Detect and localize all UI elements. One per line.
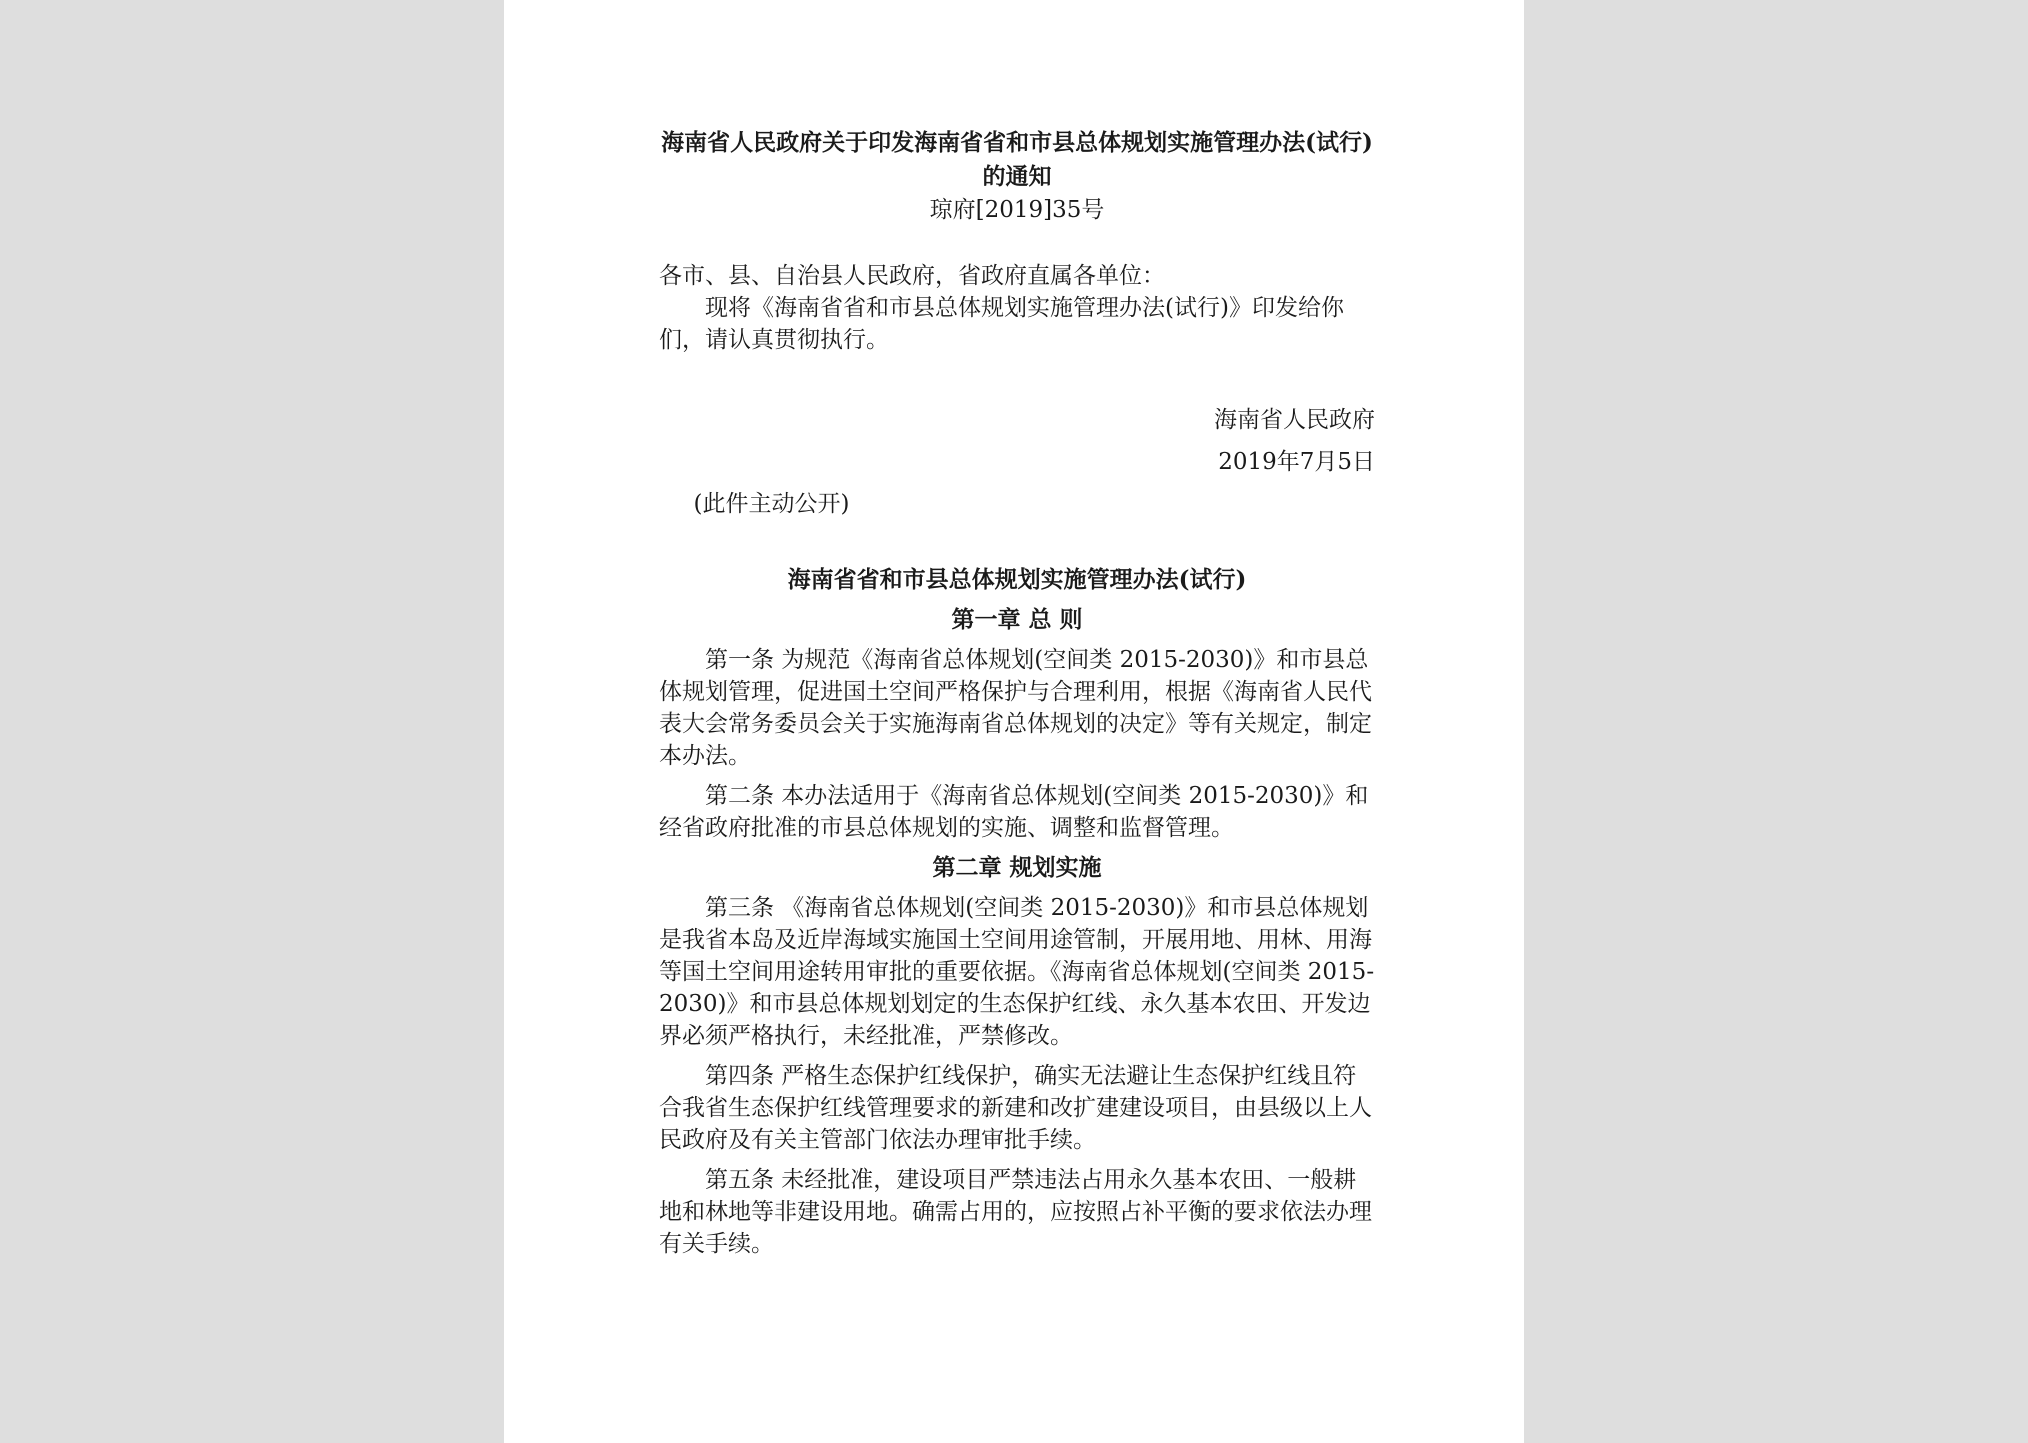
chapter-heading: 第二章 规划实施 <box>932 854 1102 881</box>
recipient-line: 各市、县、自治县人民政府，省政府直属各单位： <box>659 263 1165 289</box>
article-5: 第五条 未经批准，建设项目严禁违法占用永久基本农田、一般耕地和林地等非建设用地。确需占用的，应按照占补平衡的要求依法办理有关手续。 <box>659 1167 1372 1257</box>
notice-body: 现将《海南省省和市县总体规划实施管理办法(试行)》印发给你们，请认真贯彻执行。 <box>659 295 1344 353</box>
chapter-heading: 第一章 总 则 <box>951 606 1083 633</box>
disclosure-note: (此件主动公开) <box>693 491 850 517</box>
measures-title: 海南省省和市县总体规划实施管理办法(试行) <box>787 566 1247 593</box>
signature-date: 2019年7月5日 <box>1218 449 1375 475</box>
signature-organization: 海南省人民政府 <box>1214 407 1375 433</box>
notice-title: 海南省人民政府关于印发海南省省和市县总体规划实施管理办法(试行)的通知 <box>661 129 1373 190</box>
document-content <box>659 126 1375 1260</box>
document-page <box>504 0 1524 1443</box>
article-4: 第四条 严格生态保护红线保护，确实无法避让生态保护红线且符合我省生态保护红线管理要求的新建和改扩建建设项目，由县级以上人民政府及有关主管部门依法办理审批手续。 <box>659 1063 1372 1153</box>
article-2: 第二条 本办法适用于《海南省总体规划(空间类 2015-2030)》和经省政府批准的市县总体规划的实施、调整和监督管理。 <box>659 783 1369 841</box>
article-1: 第一条 为规范《海南省总体规划(空间类 2015-2030)》和市县总体规划管理，促进国土空间严格保护与合理利用，根据《海南省人民代表大会常务委员会关于实施海南省总体规划的决定》等有关规定，制定本办法。 <box>659 647 1372 769</box>
article-3: 第三条 《海南省总体规划(空间类 2015-2030)》和市县总体规划是我省本岛及近岸海域实施国土空间用途管制，开展用地、用林、用海等国土空间用途转用审批的重要依据。《海南省总体规划(空间类 2015-2030)》和市县总体规划划定的生态保护红线、永久基本农田、开发边界必须严格执行，未经批准，严禁修改。 <box>659 895 1375 1049</box>
document-number: 琼府[2019]35号 <box>929 197 1105 223</box>
